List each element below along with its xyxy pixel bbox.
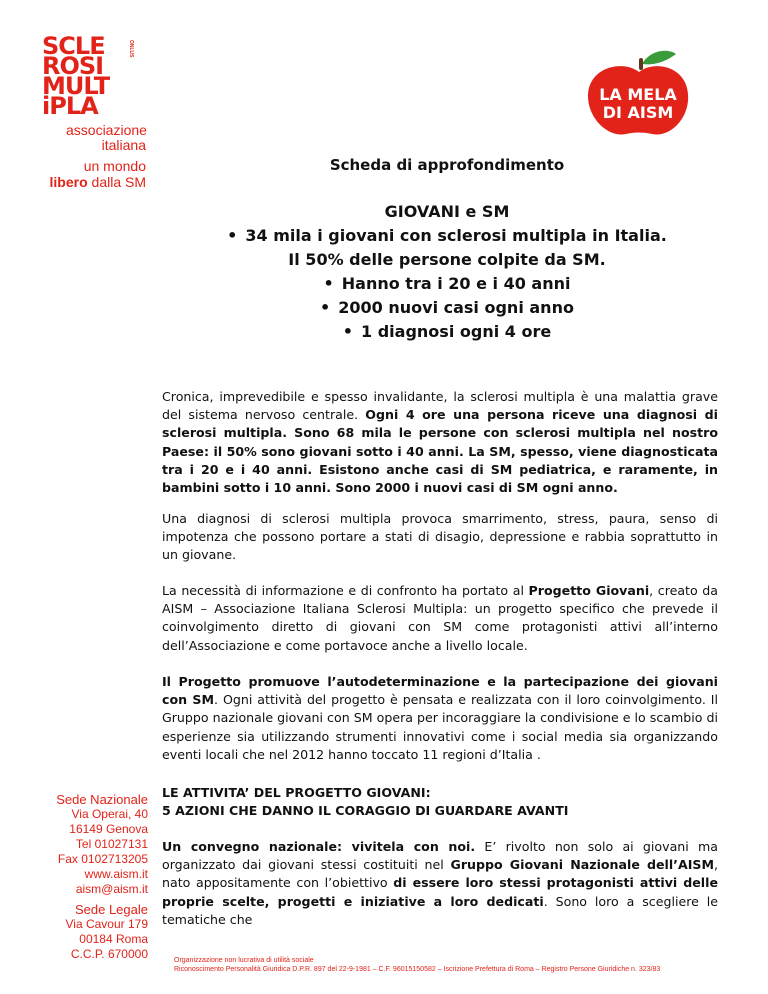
headline-text: GIOVANI e SM bbox=[384, 202, 510, 221]
text: Cronica, imprevedibile e spesso invalidante, la sclerosi multipla è una malattia grave del sistema nervoso centrale. bbox=[162, 389, 718, 423]
slogan-line: un mondo bbox=[83, 158, 146, 174]
text: . Ogni attività del progetto è pensata e realizzata con il loro coinvolgimento. Il Gruppo nazionale giovani con SM opera per incoraggiare la condivisione e lo scambio di esperienze sia utilizzando strumenti innovativi come i social media sia organizzando eventi locali che nel 2012 hanno toccato 11 regioni d’Italia . bbox=[162, 692, 718, 762]
headline-text: Il 50% delle persone colpite da SM. bbox=[288, 250, 606, 269]
paragraph-intro bbox=[162, 388, 718, 497]
sede-line: 16149 Genova bbox=[69, 822, 148, 836]
logo-row: iPLA bbox=[42, 92, 98, 120]
headline-line bbox=[162, 320, 732, 344]
text-bold: Il Progetto promuove l’autodeterminazione e la partecipazione dei giovani con SM bbox=[162, 674, 718, 708]
logo-row: SCLE bbox=[42, 32, 105, 60]
section-title bbox=[162, 784, 718, 820]
footer-legal bbox=[174, 956, 754, 974]
sede-line: C.C.P. 670000 bbox=[70, 947, 148, 961]
bullet: • bbox=[320, 298, 331, 317]
text: . Sono loro a scegliere le tematiche che bbox=[162, 893, 718, 927]
text: , nato appositamente con l’obiettivo bbox=[162, 857, 719, 891]
headline-block bbox=[162, 200, 732, 344]
slogan-rest: dalla SM bbox=[87, 174, 146, 190]
bullet: • bbox=[342, 322, 354, 341]
sede-nazionale-title: Sede Nazionale bbox=[56, 792, 148, 807]
sclerosi-multipla-logo bbox=[42, 32, 132, 120]
la-mela-di-aism-logo bbox=[584, 48, 694, 138]
headline-line bbox=[162, 248, 732, 272]
headline-line bbox=[162, 272, 732, 296]
footer-line: Riconoscimento Personalità Giuridica D.P.R. 897 del 22-9-1981 – C.F. 96015150582 – Iscrizione Prefettura di Roma – Registro Persone Giuridiche n. 323/83 bbox=[174, 966, 661, 973]
text-bold: di essere loro stessi protagonisti attivi delle proprie scelte, progetti e iniziative a loro dedicati bbox=[162, 875, 718, 909]
headline-line bbox=[162, 200, 732, 224]
sede-line: Tel 01027131 bbox=[75, 837, 148, 851]
text: E’ rivolto non solo ai giovani ma organizzato dai giovani stessi costituiti nel bbox=[162, 839, 719, 873]
mela-line-1: LA MELA bbox=[599, 85, 677, 104]
sidebar bbox=[0, 0, 160, 994]
mela-line-2: DI AISM bbox=[602, 103, 674, 122]
sede-line: Fax 0102713205 bbox=[57, 852, 148, 866]
email-link[interactable]: aism@aism.it bbox=[75, 882, 148, 896]
paragraph-convegno bbox=[162, 838, 718, 929]
stem-icon bbox=[639, 58, 643, 70]
leaf-icon bbox=[642, 51, 676, 65]
sede-legale-title: Sede Legale bbox=[74, 902, 148, 917]
headline-text: 34 mila i giovani con sclerosi multipla in Italia. bbox=[245, 226, 667, 245]
sede-line: Via Operai, 40 bbox=[71, 807, 148, 821]
headline-text: 2000 nuovi casi ogni anno bbox=[338, 298, 574, 317]
association-line: italiana bbox=[101, 137, 146, 153]
text-bold: Gruppo Giovani Nazionale dell’AISM bbox=[450, 857, 714, 873]
text: La necessità di informazione e di confronto ha portato al bbox=[162, 583, 529, 598]
section-title-line: 5 AZIONI CHE DANNO IL CORAGGIO DI GUARDARE AVANTI bbox=[162, 803, 569, 819]
sede-nazionale bbox=[20, 792, 148, 897]
bullet: • bbox=[227, 226, 238, 245]
document-title: Scheda di approfondimento bbox=[329, 156, 565, 174]
section-title-line: LE ATTIVITA’ DEL PROGETTO GIOVANI: bbox=[162, 785, 431, 800]
paragraph-diagnosis: Una diagnosi di sclerosi multipla provoca smarrimento, stress, paura, senso di impotenza che possono portare a stati di disagio, depressione e rabbia soprattutto in un giovane. bbox=[162, 511, 718, 563]
footer-line: Organizzazione non lucrativa di utilità sociale bbox=[174, 957, 314, 964]
paragraph-promuove bbox=[162, 673, 718, 764]
text-bold: Progetto Giovani bbox=[528, 583, 650, 598]
association-label bbox=[66, 123, 146, 153]
logo-row: ROSI bbox=[42, 52, 104, 80]
slogan bbox=[40, 158, 146, 190]
logo-row: MULT bbox=[42, 72, 110, 100]
text: , creato da AISM – Associazione Italiana Sclerosi Multipla: un progetto specifico che prevede il coinvolgimento diretto di giovani con SM come protagonisti attivi all’interno dell’Associazione e come portavoce anche a livello locale. bbox=[162, 583, 719, 653]
paragraph-progetto bbox=[162, 582, 718, 655]
headline-text: 1 diagnosi ogni 4 ore bbox=[361, 322, 552, 341]
headline-line bbox=[162, 224, 732, 248]
logo-onlus: ONLUS bbox=[128, 40, 134, 58]
website-link[interactable]: www.aism.it bbox=[84, 867, 148, 881]
association-line: associazione bbox=[66, 122, 147, 138]
headline-text: Hanno tra i 20 e i 40 anni bbox=[341, 274, 571, 293]
text-bold: Un convegno nazionale: vivitela con noi. bbox=[162, 839, 476, 854]
sede-line: Via Cavour 179 bbox=[65, 917, 148, 931]
sede-line: 00184 Roma bbox=[79, 932, 148, 946]
headline-line bbox=[162, 296, 732, 320]
bullet: • bbox=[323, 274, 334, 293]
text-bold: Ogni 4 ore una persona riceve una diagnosi di sclerosi multipla. Sono 68 mila le persone con sclerosi multipla nel nostro Paese: il 50% sono giovani sotto i 40 anni. La SM, spesso, viene diagnosticata tra i 20 e i 40 anni. Esistono anche casi di SM pediatrica, e raramente, in bambini sotto i 10 anni. Sono 2000 i nuovi casi di SM ogni anno. bbox=[162, 407, 718, 496]
slogan-bold: libero bbox=[49, 174, 88, 190]
sede-legale bbox=[20, 902, 148, 962]
slogan-line bbox=[40, 174, 146, 190]
